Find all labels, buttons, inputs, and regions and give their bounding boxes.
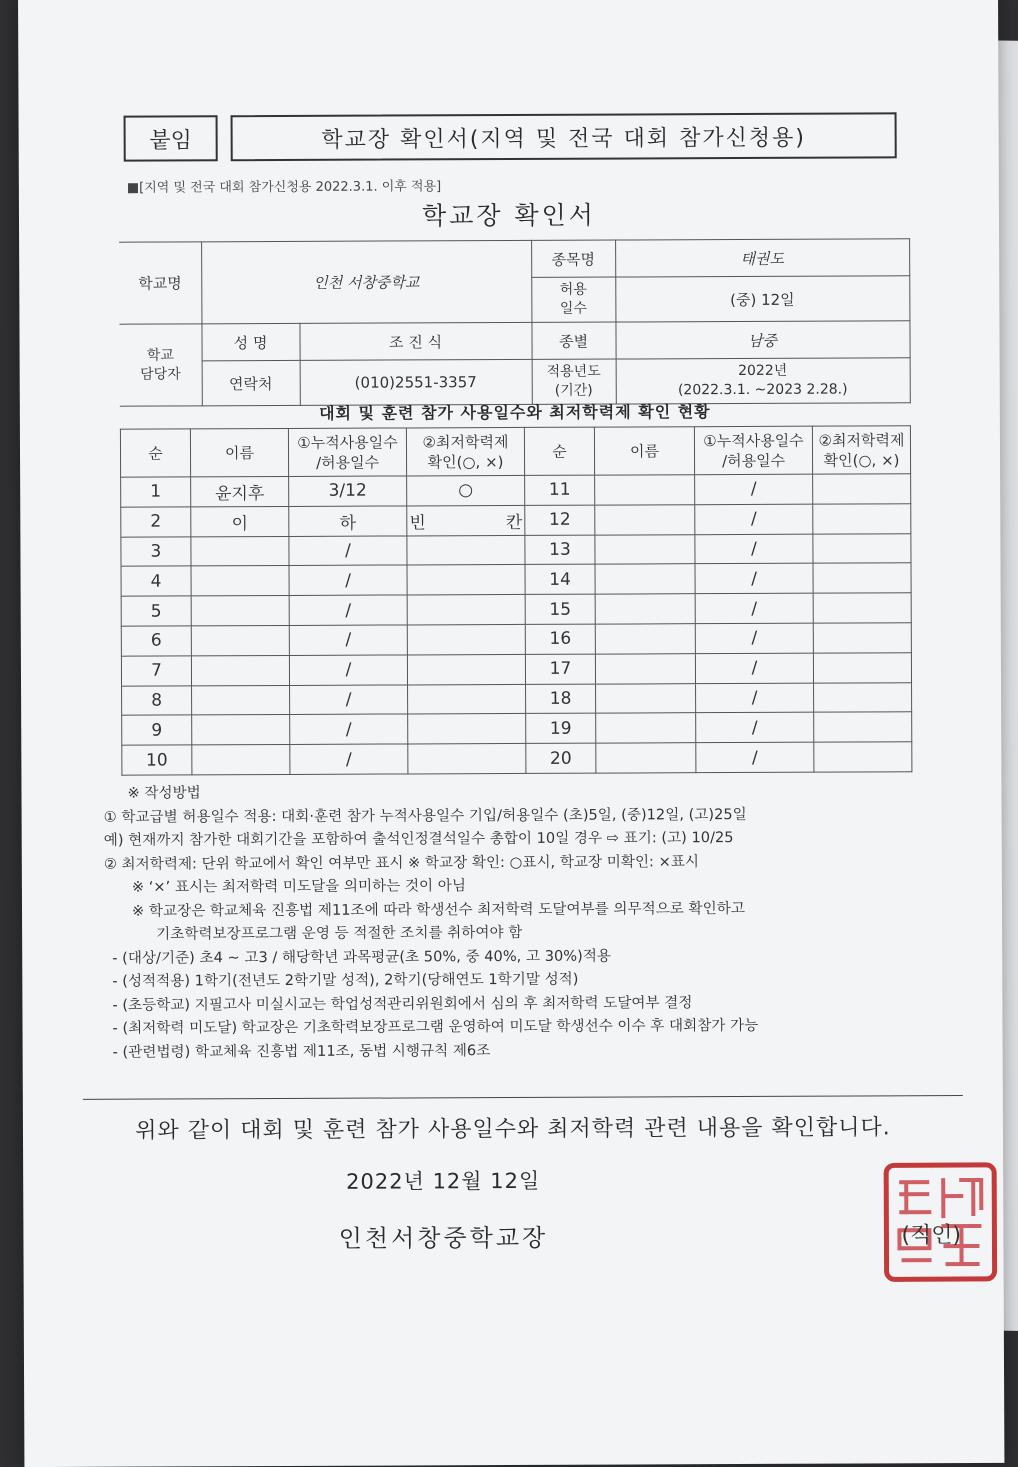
- athlete-name: [191, 566, 289, 596]
- used-days: /: [289, 565, 407, 595]
- contact-value: (010)2551-3357: [300, 359, 532, 405]
- min-academic-check: [814, 682, 912, 712]
- school-name-label: 학교명: [119, 242, 201, 324]
- min-academic-check: [407, 565, 525, 595]
- athlete-name: 윤지후: [191, 476, 289, 506]
- min-academic-check: [408, 744, 526, 774]
- athlete-name: [191, 596, 289, 626]
- school-info-table: [119, 238, 910, 406]
- table-row: [121, 593, 911, 626]
- row-number: 4: [121, 566, 191, 596]
- section-title: 대회 및 훈련 참가 사용일수와 최저학력제 확인 현황: [319, 402, 711, 423]
- min-academic-check: [813, 653, 911, 683]
- blank-mark: 칸: [505, 512, 523, 533]
- row-number: 3: [121, 536, 191, 566]
- min-academic-check: [407, 535, 525, 565]
- name-label: 성 명: [201, 323, 299, 360]
- row-number: 19: [526, 713, 596, 743]
- manager-label: 학교 담당자: [119, 324, 201, 406]
- athlete-list-table: [120, 425, 913, 775]
- used-days: /: [695, 504, 813, 534]
- athlete-name: [595, 504, 695, 534]
- row-number: 1: [121, 477, 191, 507]
- row-number: 9: [122, 715, 192, 745]
- athlete-name: [192, 745, 290, 775]
- col-no-2: 순: [524, 427, 594, 475]
- seal-label: (직인): [901, 1223, 962, 1249]
- used-days: /: [290, 685, 408, 715]
- athlete-name: [595, 624, 695, 654]
- min-academic-check: [407, 595, 525, 625]
- min-academic-check: [814, 742, 912, 772]
- athlete-name: [596, 743, 696, 773]
- used-days: 하: [289, 506, 407, 536]
- used-days: /: [696, 742, 814, 772]
- header-title: 학교장 확인서(지역 및 전국 대회 참가신청용): [231, 112, 897, 161]
- min-academic-check: [814, 712, 912, 742]
- table-row: [122, 712, 912, 745]
- issue-date: 2022년 12월 12일: [346, 1168, 541, 1194]
- row-number: 10: [122, 745, 192, 775]
- row-number: 17: [525, 654, 595, 684]
- col-name: 이름: [190, 428, 288, 476]
- guide-line: - (성적적용) 1학기(전년도 2학기말 성적), 2학기(당해연도 1학기말 성적): [112, 970, 579, 990]
- confirmation-text: 위와 같이 대회 및 훈련 참가 사용일수와 최저학력 관련 내용을 확인합니다.: [135, 1115, 891, 1144]
- used-days: /: [695, 474, 813, 504]
- used-days: /: [289, 625, 407, 655]
- min-academic-check: [813, 563, 911, 593]
- athlete-name: [191, 655, 289, 685]
- row-number: 7: [121, 656, 191, 686]
- attachment-label: 붙임: [124, 115, 218, 161]
- guide-line: - (최저학력 미도달) 학교장은 기초학력보장프로그램 운영하여 미도달 학생선수 이수 후 대회참가 가능: [112, 1016, 759, 1037]
- min-academic-check: [408, 684, 526, 714]
- guide-line: 기초학력보장프로그램 운영 등 적절한 조치를 취하여야 함: [156, 923, 523, 943]
- allowed-days-label: 허용 일수: [531, 277, 615, 322]
- guide-line: - (관련법령) 학교체육 진흥법 제11조, 동법 시행규칙 제6조: [112, 1041, 491, 1061]
- sport-value: 태권도: [615, 239, 909, 277]
- table-row: [121, 533, 911, 566]
- used-days: /: [695, 593, 813, 623]
- col-min-academic-2: ②최저학력제 확인(○, ×): [812, 426, 910, 474]
- athlete-name: [191, 536, 289, 566]
- used-days: /: [289, 655, 407, 685]
- guide-line: ② 최저학력제: 단위 학교에서 확인 여부만 표시 ※ 학교장 확인: ○표시, 학교장 미확인: ×표시: [103, 852, 700, 873]
- min-academic-check: [813, 593, 911, 623]
- athlete-name: [595, 564, 695, 594]
- min-academic-check: [813, 504, 911, 534]
- col-no: 순: [120, 429, 190, 477]
- min-academic-check: [813, 533, 911, 563]
- col-name-2: 이름: [594, 427, 694, 475]
- table-row: [121, 653, 911, 686]
- gender-label: 종별: [531, 322, 615, 359]
- row-number: 8: [122, 685, 192, 715]
- period-label: 적용년도 (기간): [532, 359, 616, 404]
- min-academic-check: [407, 654, 525, 684]
- used-days: 3/12: [289, 476, 407, 506]
- col-days-2: ①누적사용일수 /허용일수: [694, 426, 812, 475]
- table-row: [121, 623, 911, 656]
- row-number: 12: [525, 505, 595, 535]
- athlete-name: [192, 685, 290, 715]
- athlete-name: [596, 713, 696, 743]
- row-number: 6: [121, 626, 191, 656]
- used-days: /: [695, 653, 813, 683]
- min-academic-check: [407, 624, 525, 654]
- used-days: /: [695, 623, 813, 653]
- blank-mark: 빈: [409, 513, 426, 534]
- sport-label: 종목명: [531, 240, 615, 277]
- guide-line: - (대상/기준) 초4 ~ 고3 / 해당학년 과목평균(초 50%, 중 40%, 고 30%)적용: [112, 947, 612, 967]
- athlete-name: [191, 625, 289, 655]
- writing-guide: [103, 778, 984, 1064]
- guide-line: 예) 현재까지 참가한 대회기간을 포함하여 출석인정결석일수 총합이 10일 경우 ⇨ 표기: (고) 10/25: [103, 829, 734, 849]
- used-days: /: [695, 564, 813, 594]
- min-academic-check: [813, 474, 911, 504]
- min-academic-check: [408, 714, 526, 744]
- athlete-name: [595, 534, 695, 564]
- row-number: 18: [526, 684, 596, 714]
- name-value: 조 진 식: [299, 322, 531, 360]
- used-days: /: [695, 534, 813, 564]
- min-academic-check: [407, 505, 525, 535]
- row-number: 14: [525, 565, 595, 595]
- applicability-note: ■[지역 및 전국 대회 참가신청용 2022.3.1. 이후 적용]: [126, 179, 442, 196]
- athlete-name: [595, 594, 695, 624]
- table-row: [122, 742, 912, 775]
- athlete-name: [595, 653, 695, 683]
- table-row: [121, 474, 911, 507]
- athlete-name: 이: [191, 506, 289, 536]
- period-value: 2022년 (2022.3.1. ~2023 2.28.): [616, 358, 910, 404]
- guide-line: ※ 학교장은 학교체육 진흥법 제11조에 따라 학생선수 최저학력 도달여부를 의무적으로 확인하고: [131, 899, 745, 920]
- row-number: 5: [121, 596, 191, 626]
- used-days: /: [290, 714, 408, 744]
- guide-title: ※ 작성방법: [127, 784, 201, 802]
- gender-value: 남중: [615, 321, 909, 359]
- used-days: /: [289, 536, 407, 566]
- athlete-name: [192, 715, 290, 745]
- col-min-academic: ②최저학력제 확인(○, ×): [406, 427, 524, 476]
- table-row: [121, 504, 911, 537]
- used-days: /: [696, 713, 814, 743]
- row-number: 16: [525, 624, 595, 654]
- document-page: [18, 0, 1004, 1467]
- athlete-name: [596, 683, 696, 713]
- row-number: 13: [525, 535, 595, 565]
- guide-line: ① 학교급별 허용일수 적용: 대회·훈련 참가 누적사용일수 기입/허용일수 (초)5일, (중)12일, (고)25일: [103, 805, 747, 826]
- principal-name: 인천서창중학교장: [338, 1223, 549, 1253]
- table-row: [121, 563, 911, 596]
- min-academic-check: [813, 623, 911, 653]
- row-number: 2: [121, 507, 191, 537]
- divider: [83, 1095, 963, 1100]
- guide-line: ※ ‘×’ 표시는 최저학력 미도달을 의미하는 것이 아님: [131, 877, 467, 896]
- used-days: /: [289, 595, 407, 625]
- min-academic-check: ○: [407, 475, 525, 505]
- school-name-value: 인천 서창중학교: [201, 240, 531, 323]
- row-number: 20: [526, 743, 596, 773]
- document-title: 학교장 확인서: [421, 200, 596, 231]
- table-row: [122, 682, 912, 715]
- row-number: 11: [525, 475, 595, 505]
- allowed-days-value: (중) 12일: [615, 276, 909, 322]
- athlete-name: [595, 475, 695, 505]
- used-days: /: [696, 683, 814, 713]
- used-days: /: [290, 744, 408, 774]
- col-days: ①누적사용일수 /허용일수: [288, 428, 406, 477]
- guide-line: - (초등학교) 지필고사 미실시교는 학업성적관리위원회에서 심의 후 최저학력 도달여부 결정: [112, 993, 693, 1014]
- row-number: 15: [525, 594, 595, 624]
- contact-label: 연락처: [202, 360, 300, 405]
